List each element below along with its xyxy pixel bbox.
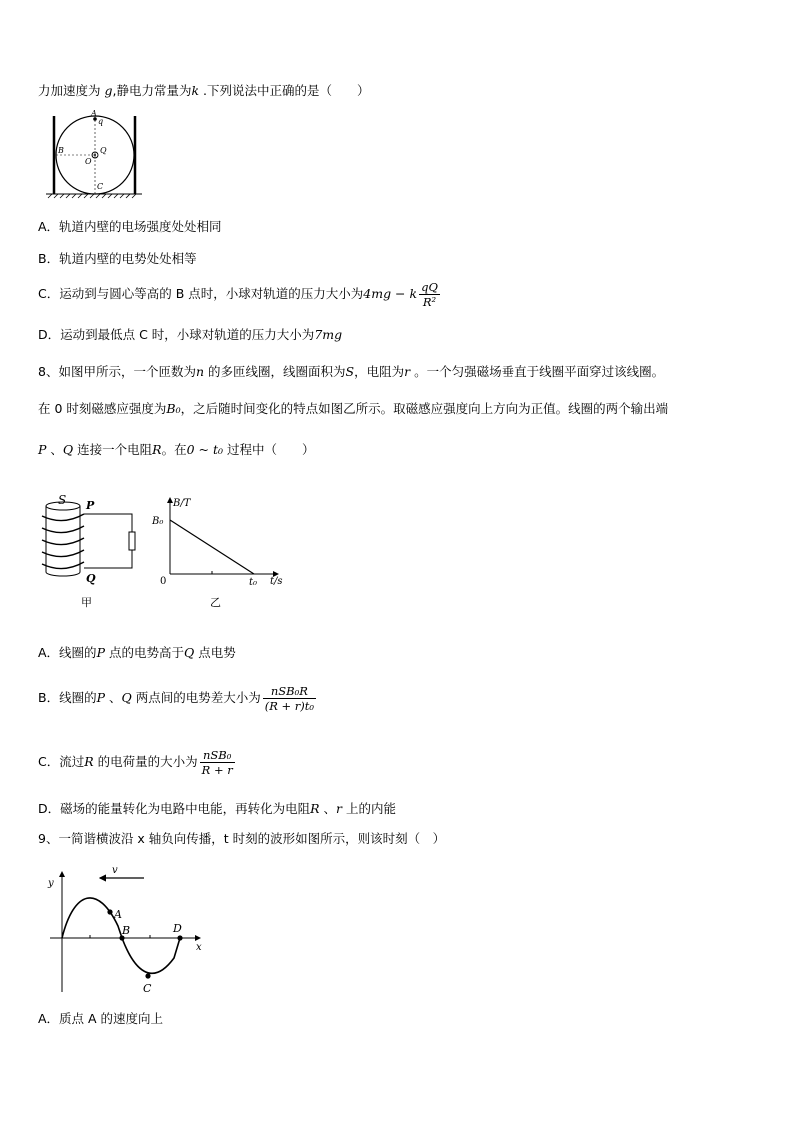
q8-stem-line-1: 8、如图甲所示，一个匝数为n 的多匝线圈，线圈面积为S，电阻为r 。一个匀强磁场垂直于线圈平面穿过该线圈。 (38, 364, 665, 379)
label-B: B (58, 146, 64, 155)
label-y: y (48, 878, 54, 889)
label-O: O (85, 157, 92, 166)
q7-option-a: A．轨道内壁的电场强度处处相同 (38, 219, 222, 234)
q8-option-b: B．线圈的P 、Q 两点间的电势差大小为 $\frac{\text{nSB₀R}}{\text{(R + r)t₀}}$ (38, 684, 315, 713)
q8-stem-line-3: P 、Q 连接一个电阻R。在0 ~ t₀ 过程中（ ） (38, 442, 315, 457)
q7-circle-track-figure (40, 108, 150, 200)
point-C (145, 973, 150, 978)
label-x: x (196, 942, 202, 953)
q8-stem-line-2: 在 0 时刻磁感应强度为B₀，之后随时间变化的特点如图乙所示。取磁感应强度向上方向为正值。线圈的两个输出端 (38, 401, 669, 416)
label-q: q (98, 117, 104, 126)
y-axis-label: B/T (173, 498, 191, 509)
caption-jia: 甲 (81, 596, 92, 609)
q8-coil-figure (36, 492, 146, 614)
q8-option-a: A．线圈的P 点的电势高于Q 点电势 (38, 645, 236, 660)
label-B: B (122, 924, 131, 937)
x-tick-t0: t₀ (249, 577, 258, 588)
q7-option-d: D．运动到最低点 C 时，小球对轨道的压力大小为7mg (38, 327, 343, 342)
coil-windings (42, 514, 84, 569)
label-Q: Q (86, 572, 96, 585)
label-C: C (97, 182, 104, 191)
resistor-R (129, 532, 135, 550)
label-P: P (86, 499, 95, 512)
b-line (170, 520, 254, 574)
q7-option-b: B．轨道内壁的电势处处相等 (38, 251, 197, 266)
label-A: A (91, 109, 97, 118)
q9-wave-figure (40, 862, 210, 998)
coil-bottom (46, 572, 80, 576)
origin-label: 0 (160, 576, 167, 587)
point-A (107, 909, 112, 914)
label-D: D (173, 922, 182, 935)
label-S: S (58, 493, 67, 507)
point-D (177, 935, 182, 940)
label-v: v (112, 865, 118, 876)
q8-option-b-fraction: $\frac{\text{nSB₀R}}{\text{(R + r)t₀}}$ (264, 684, 315, 713)
label-A: A (114, 908, 122, 921)
q9-option-a: A．质点 A 的速度向上 (38, 1011, 164, 1026)
q7-option-c-fraction: $\frac{qQ}{\text{R²}}$ (421, 280, 438, 309)
q8-option-c-fraction: $\frac{\text{nSB₀}}{R + r}$ (201, 748, 233, 777)
circuit-wire (84, 514, 132, 568)
caption-yi: 乙 (210, 596, 221, 609)
y-tick-B0: B₀ (152, 516, 164, 527)
q7-option-c: C．运动到与圆心等高的 B 点时，小球对轨道的压力大小为4mg − k $\frac{qQ}{\text{R²}}$ (38, 280, 438, 309)
x-axis-label: t/s (270, 576, 283, 587)
label-C: C (143, 982, 152, 995)
q8-option-c: C．流过R 的电荷量的大小为 $\frac{\text{nSB₀}}{R + r}$ (38, 748, 233, 777)
label-Q: Q (100, 146, 107, 155)
q9-stem: 9、一简谐横波沿 x 轴负向传播，t 时刻的波形如图所示，则该时刻（ ） (38, 831, 446, 846)
q8-bt-graph (148, 494, 298, 614)
q7-stem-end: 力加速度为 g,静电力常量为k .下列说法中正确的是（ ） (38, 83, 370, 98)
ground-hatch (48, 194, 136, 198)
q8-option-d: D．磁场的能量转化为电路中电能，再转化为电阻R 、r 上的内能 (38, 801, 397, 816)
